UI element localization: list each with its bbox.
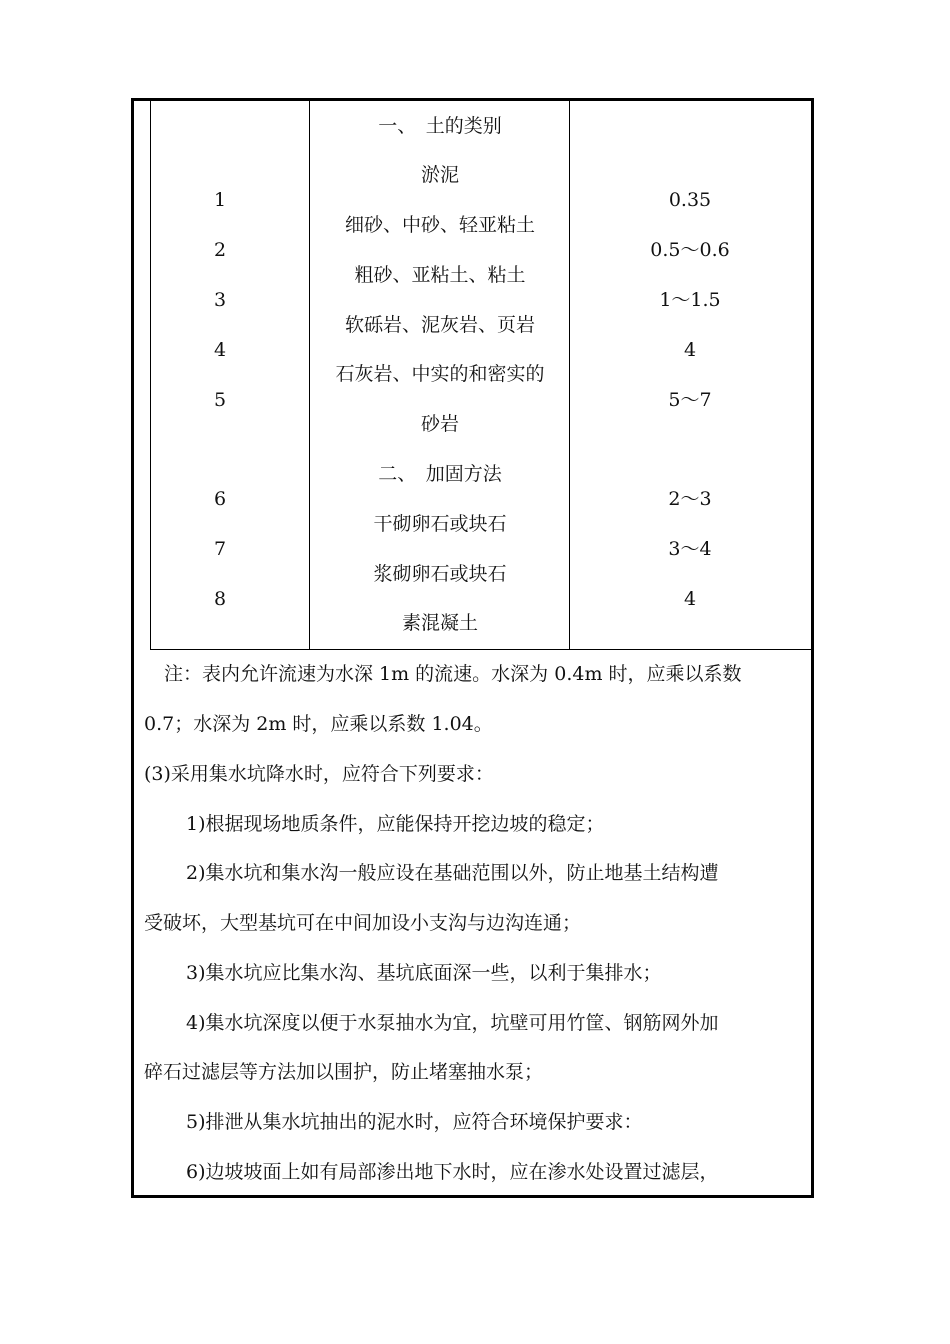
- requirement-5: 5)排泄从集水坑抽出的泥水时，应符合环境保护要求：: [186, 1111, 643, 1133]
- soil-type-cell: 石灰岩、中实的和密实的: [335, 363, 545, 385]
- velocity-value: 0.35: [668, 189, 712, 211]
- table-note-continued: 0.7；水深为 2m 时，应乘以系数 1.04。: [144, 713, 493, 735]
- velocity-value: 3～4: [668, 538, 712, 560]
- requirement-6: 6)边坡坡面上如有局部渗出地下水时，应在渗水处设置过滤层，: [186, 1161, 719, 1183]
- table-divider: [569, 100, 570, 649]
- row-number: 2: [213, 239, 227, 261]
- reinforcement-cell: 干砌卵石或块石: [373, 513, 507, 535]
- row-number: 7: [213, 538, 227, 560]
- velocity-value: 0.5～0.6: [650, 239, 730, 261]
- requirement-2-continued: 受破坏，大型基坑可在中间加设小支沟与边沟连通；: [144, 912, 582, 934]
- requirement-2: 2)集水坑和集水沟一般应设在基础范围以外，防止地基土结构遭: [186, 862, 719, 884]
- row-number: 6: [213, 488, 227, 510]
- row-number: 1: [213, 189, 227, 211]
- velocity-value: 2～3: [668, 488, 712, 510]
- velocity-value: 5～7: [668, 389, 712, 411]
- requirement-3: 3)集水坑应比集水沟、基坑底面深一些，以利于集排水；: [186, 962, 662, 984]
- section-heading-reinforcement: 二、 加固方法: [378, 463, 502, 485]
- soil-type-cell: 粗砂、亚粘土、粘土: [354, 264, 526, 286]
- row-number: 3: [213, 289, 227, 311]
- row-number: 8: [213, 588, 227, 610]
- row-number: 5: [213, 389, 227, 411]
- soil-type-cell: 细砂、中砂、轻亚粘土: [344, 214, 536, 236]
- reinforcement-cell: 浆砌卵石或块石: [373, 563, 507, 585]
- table-divider: [309, 100, 310, 649]
- section-item-3: (3)采用集水坑降水时，应符合下列要求：: [144, 763, 494, 785]
- soil-type-cell: 砂岩: [420, 413, 460, 435]
- requirement-4-continued: 碎石过滤层等方法加以围护，防止堵塞抽水泵；: [144, 1061, 544, 1083]
- velocity-value: 4: [683, 339, 697, 361]
- reinforcement-cell: 素混凝土: [401, 612, 479, 634]
- table-note: 注：表内允许流速为水深 1m 的流速。水深为 0.4m 时，应乘以系数: [164, 663, 742, 685]
- requirement-4: 4)集水坑深度以便于水泵抽水为宜，坑壁可用竹筐、钢筋网外加: [186, 1012, 719, 1034]
- soil-type-cell: 淤泥: [420, 164, 460, 186]
- requirement-1: 1)根据现场地质条件，应能保持开挖边坡的稳定；: [186, 813, 605, 835]
- velocity-value: 1～1.5: [659, 289, 721, 311]
- soil-type-cell: 软砾岩、泥灰岩、页岩: [344, 314, 536, 336]
- row-number: 4: [213, 339, 227, 361]
- velocity-value: 4: [683, 588, 697, 610]
- section-heading-soil-type: 一、 土的类别: [378, 115, 502, 137]
